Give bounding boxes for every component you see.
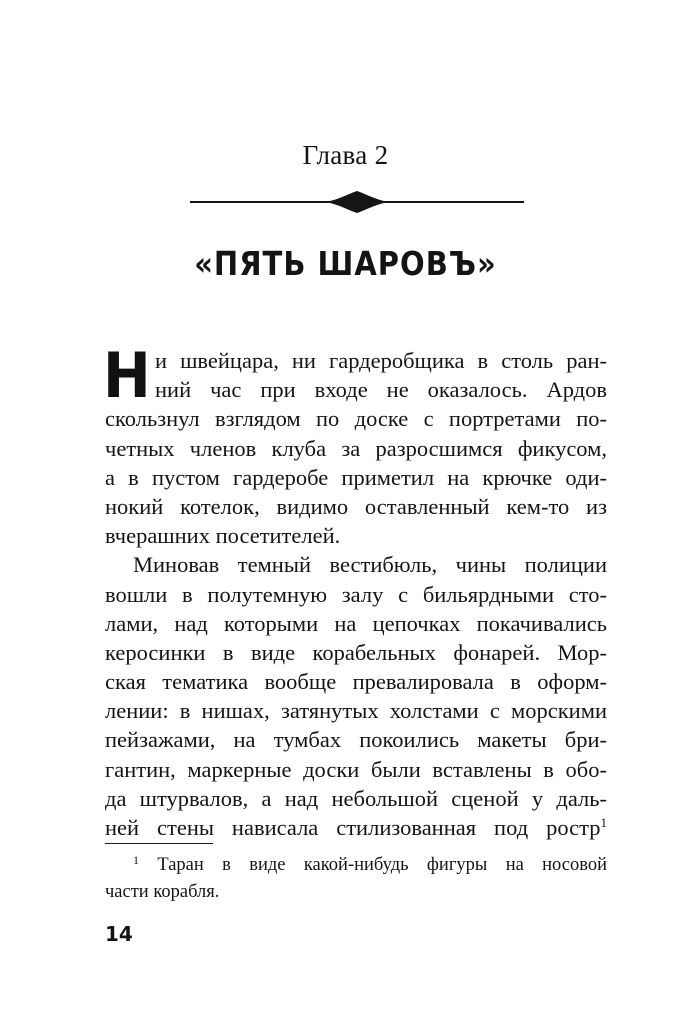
- text-line: вчерашних посетителей.: [105, 523, 341, 549]
- footnote-text: Таран в виде какой-нибудь фигуры на носовой: [157, 855, 607, 875]
- footnote: [105, 852, 607, 906]
- text-line: лении: в нишах, затянутых холстами с морскими: [105, 698, 607, 724]
- chapter-title: «ПЯТЬ ШАРОВЪ»: [194, 244, 497, 284]
- text-line-content: ней стены нависала стилизованная под ростр: [105, 815, 601, 840]
- page-number: 14: [105, 922, 133, 946]
- body-text: [103, 339, 607, 842]
- text-line: керосинки в виде корабельных фонарей. Мор-: [105, 639, 607, 665]
- text-line: нокий котелок, видимо оставленный кем-то из: [105, 493, 607, 519]
- text-line-last: [105, 813, 607, 842]
- text-line: гантин, маркерные доски были вставлены в обо-: [105, 756, 607, 782]
- ornament-divider: [190, 190, 524, 214]
- text-line: пейзажами, на тумбах покоились макеты бри-: [105, 727, 607, 753]
- footnote-rule: [105, 843, 213, 844]
- footnote-mark: 1: [133, 853, 139, 867]
- text-line: ний час при входе не оказалось. Ардов: [155, 377, 607, 403]
- drop-cap: Н: [103, 339, 151, 412]
- text-line: четных членов клуба за разросшимся фикусом,: [105, 435, 607, 461]
- footnote-reference[interactable]: 1: [600, 815, 607, 830]
- text-line: да штурвалов, а над небольшой сценой у даль-: [105, 785, 607, 811]
- footnote-line: части корабля.: [105, 882, 220, 902]
- text-line: и швейцара, ни гардеробщика в столь ран-: [155, 348, 607, 373]
- text-line: лами, над которыми на цепочках покачивались: [105, 610, 607, 636]
- text-line: скользнул взглядом по доске с портретами по-: [105, 406, 607, 432]
- text-line: а в пустом гардеробе приметил на крючке оди-: [105, 464, 607, 490]
- text-line: вошли в полутемную залу с бильярдными сто-: [105, 581, 607, 607]
- footnote-line: [105, 852, 607, 879]
- text-line: ская тематика вообще превалировала в оформ-: [105, 669, 607, 695]
- chapter-label: Глава 2: [302, 140, 389, 170]
- text-line: Миновав темный вестибюль, чины полиции: [133, 552, 607, 578]
